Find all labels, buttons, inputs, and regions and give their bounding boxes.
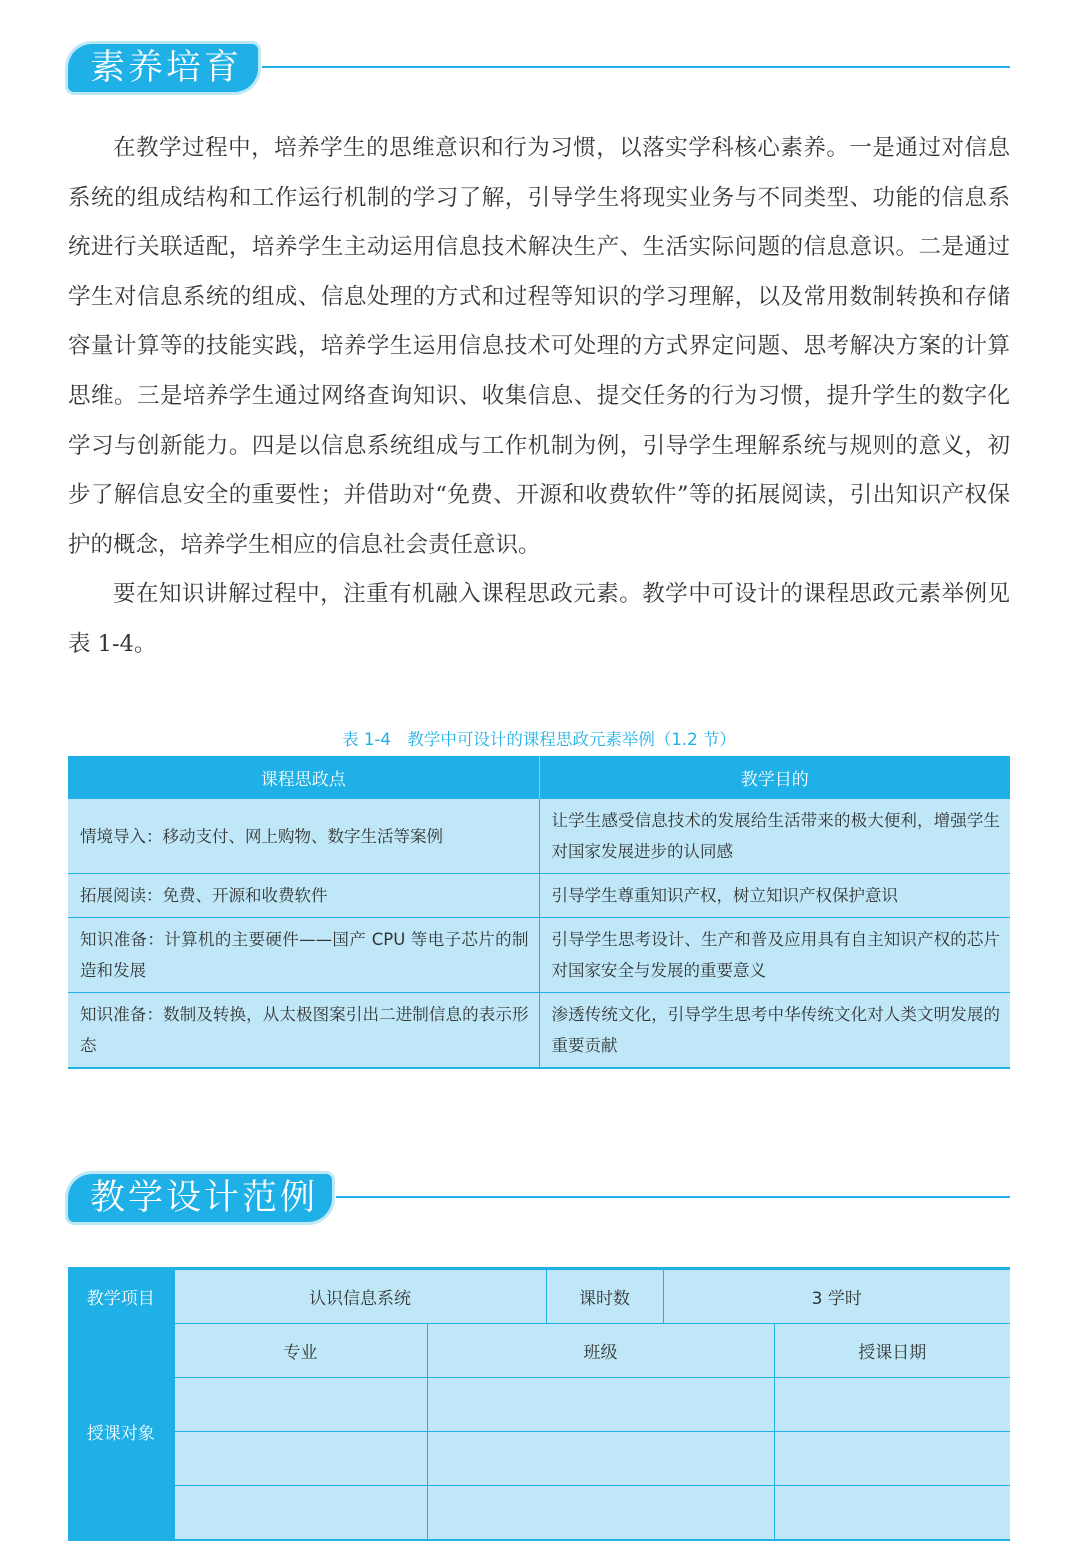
empty-cell (174, 1432, 427, 1486)
table-row (68, 1324, 1010, 1378)
empty-cell (427, 1432, 774, 1486)
hours-value-group (546, 1269, 1010, 1324)
table-row (68, 1486, 1010, 1541)
paragraph: 要在知识讲解过程中，注重有机融入课程思政元素。教学中可设计的课程思政元素举例见表 1-4。 (68, 581, 1010, 657)
table-row (68, 1269, 1010, 1324)
column-header: 班级 (427, 1324, 774, 1378)
empty-cell (427, 1378, 774, 1432)
empty-cell (774, 1486, 1010, 1541)
section-title-design-example: 教学设计范例 (68, 1174, 332, 1222)
column-header: 专业 (174, 1324, 427, 1378)
table-row (68, 918, 1010, 993)
table-cell: 情境导入：移动支付、网上购物、数字生活等案例 (68, 799, 539, 874)
hours-value: 3 学时 (811, 1289, 862, 1309)
table-cell: 拓展阅读：免费、开源和收费软件 (68, 874, 539, 918)
empty-cell (427, 1486, 774, 1541)
table-cell: 渗透传统文化，引导学生思考中华传统文化对人类文明发展的重要贡献 (539, 993, 1010, 1069)
heading-rule (262, 66, 1010, 68)
hours-label: 课时数 (547, 1270, 664, 1323)
paragraph: 在教学过程中，培养学生的思维意识和行为习惯，以落实学科核心素养。一是通过对信息系统的组成结构和工作运行机制的学习了解，引导学生将现实业务与不同类型、功能的信息系统进行关联适配，培养学生主动运用信息技术解决生产、生活实际问题的信息意识。二是通过学生对信息系统的组成、信息处理的方式和过程等知识的学习理解，以及常用数制转换和存储容量计算等的技能实践，培养学生运用信息技术可处理的方式界定问题、思考解决方案的计算思维。三是培养学生通过网络查询知识、收集信息、提交任务的行为习惯，提升学生的数字化学习与创新能力。四是以信息系统组成与工作机制为例，引导学生理解系统与规则的意义，初步了解信息安全的重要性；并借助对“免费、开源和收费软件”等的拓展阅读，引出知识产权保护的概念，培养学生相应的信息社会责任意识。 (68, 135, 1010, 558)
table-cell: 让学生感受信息技术的发展给生活带来的极大便利，增强学生对国家发展进步的认同感 (539, 799, 1010, 874)
empty-cell (174, 1378, 427, 1432)
column-header: 课程思政点 (68, 756, 539, 799)
column-header: 授课日期 (774, 1324, 1010, 1378)
body-text (68, 124, 1010, 670)
heading-rule (336, 1196, 1010, 1198)
table-header-row (68, 756, 1010, 799)
table-caption: 表 1-4 教学中可设计的课程思政元素举例（1.2 节） (342, 730, 736, 749)
audience-label: 授课对象 (68, 1324, 174, 1541)
lesson-plan-table (68, 1267, 1010, 1541)
section-title-literacy: 素养培育 (68, 44, 258, 92)
table-cell: 引导学生思考设计、生产和普及应用具有自主知识产权的芯片对国家安全与发展的重要意义 (539, 918, 1010, 993)
table-row (68, 1378, 1010, 1432)
project-label: 教学项目 (68, 1269, 174, 1324)
empty-cell (774, 1378, 1010, 1432)
table-cell: 知识准备：数制及转换，从太极图案引出二进制信息的表示形态 (68, 993, 539, 1069)
table-cell: 引导学生尊重知识产权，树立知识产权保护意识 (539, 874, 1010, 918)
empty-cell (174, 1486, 427, 1541)
project-value: 认识信息系统 (174, 1269, 546, 1324)
table-row (68, 799, 1010, 874)
table-cell: 知识准备：计算机的主要硬件——国产 CPU 等电子芯片的制造和发展 (68, 918, 539, 993)
column-header: 教学目的 (539, 756, 1010, 799)
table-row (68, 1432, 1010, 1486)
ideology-elements-table (68, 756, 1010, 1069)
table-row (68, 874, 1010, 918)
empty-cell (774, 1432, 1010, 1486)
table-row (68, 993, 1010, 1069)
